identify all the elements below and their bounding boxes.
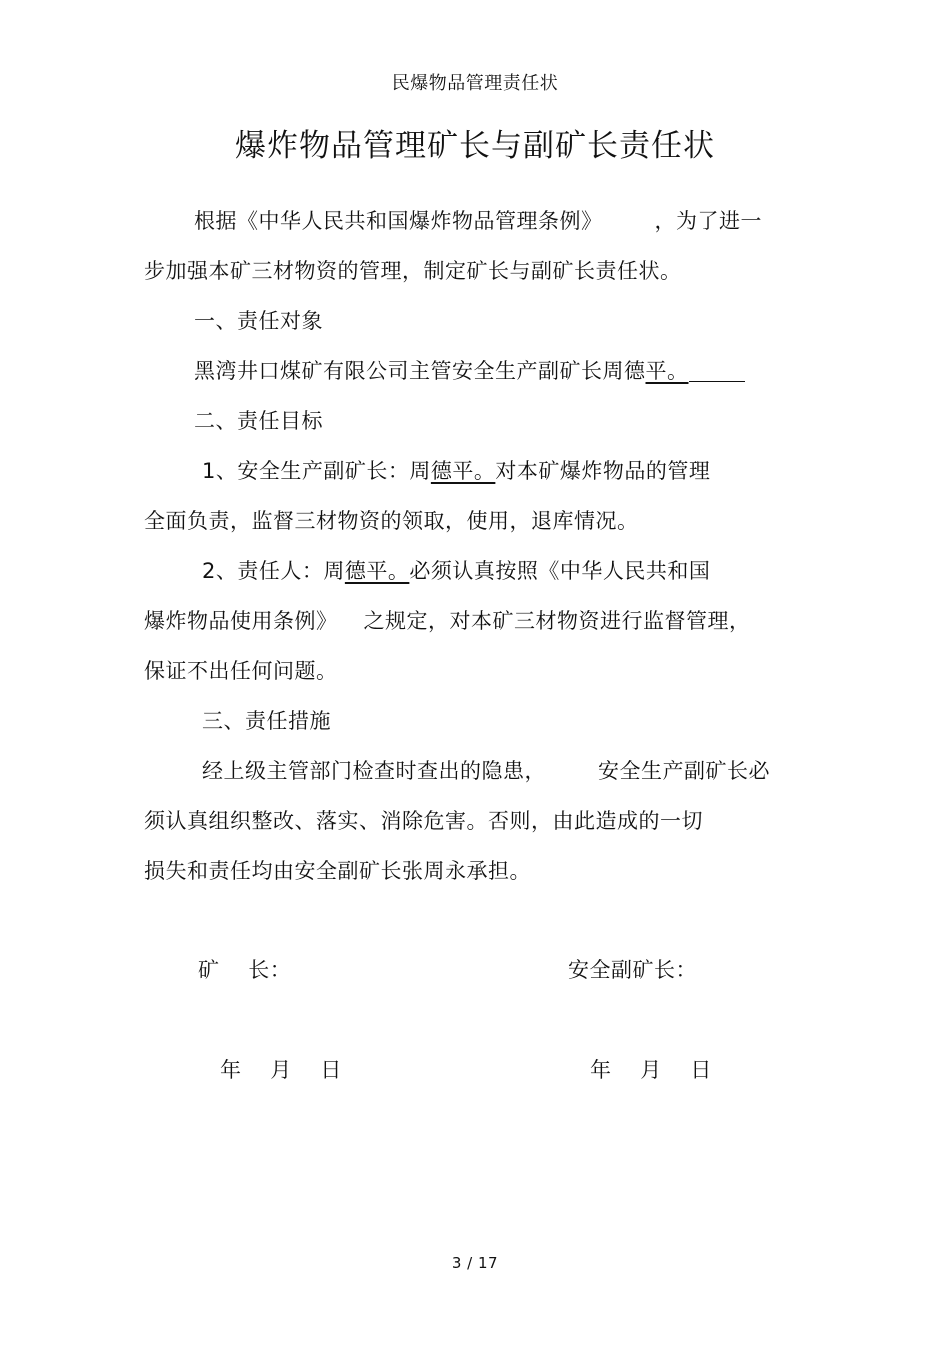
section-2-item-1 <box>202 458 710 484</box>
section-1-body <box>194 358 745 384</box>
running-header: 民爆物品管理责任状 <box>391 73 559 94</box>
item-1-underlined: 德平。 <box>430 459 496 483</box>
mine-director-signature-label: 矿 长： <box>198 958 292 982</box>
section-2-item-1-line-2: 全面负责，监督三材物资的领取，使用，退库情况。 <box>144 509 639 533</box>
blank-line <box>689 380 745 382</box>
section-2-item-2 <box>202 558 710 584</box>
intro-line-2: 步加强本矿三材物资的管理，制定矿长与副矿长责任状。 <box>144 259 682 283</box>
deputy-director-signature-label: 安全副矿长： <box>568 958 697 982</box>
section-1-heading: 一、责任对象 <box>194 309 323 333</box>
date-left: 年 月 日 <box>220 1058 342 1082</box>
section-2-heading: 二、责任目标 <box>194 409 323 433</box>
section-2-item-2-line-3: 保证不出任何问题。 <box>144 659 338 683</box>
item-2-underlined: 德平。 <box>344 559 410 583</box>
item-1-label: 1、安全生产副矿长：周 <box>202 459 431 483</box>
section-1-body-text: 黑湾井口煤矿有限公司主管安全生产副矿长周德 <box>194 359 646 383</box>
section-1-underlined: 平。 <box>645 359 689 383</box>
section-3-heading: 三、责任措施 <box>202 709 331 733</box>
section-2-item-2-line-2 <box>144 608 751 634</box>
section-3-line-1 <box>202 758 770 784</box>
section-3-line-1-b: 安全生产副矿长必 <box>598 759 770 783</box>
item-1-text: 对本矿爆炸物品的管理 <box>495 459 711 483</box>
item-2-text: 必须认真按照《中华人民共和国 <box>409 559 711 583</box>
item-2-line-2-a: 爆炸物品使用条例》 <box>144 609 338 633</box>
section-3-line-3: 损失和责任均由安全副矿长张周永承担。 <box>144 859 531 883</box>
item-2-line-2-b: 之规定，对本矿三材物资进行监督管理， <box>363 609 751 633</box>
document-title: 爆炸物品管理矿长与副矿长责任状 <box>235 128 715 164</box>
intro-text-b: ，为了进一 <box>654 209 762 233</box>
date-right: 年 月 日 <box>590 1058 712 1082</box>
section-3-line-2: 须认真组织整改、落实、消除危害。否则，由此造成的一切 <box>144 809 703 833</box>
page-number: 3 / 17 <box>451 1254 499 1272</box>
intro-line-1 <box>194 208 762 234</box>
section-3-line-1-a: 经上级主管部门检查时查出的隐患， <box>202 759 546 783</box>
intro-text-a: 根据《中华人民共和国爆炸物品管理条例》 <box>194 209 603 233</box>
item-2-label: 2、责任人：周 <box>202 559 345 583</box>
